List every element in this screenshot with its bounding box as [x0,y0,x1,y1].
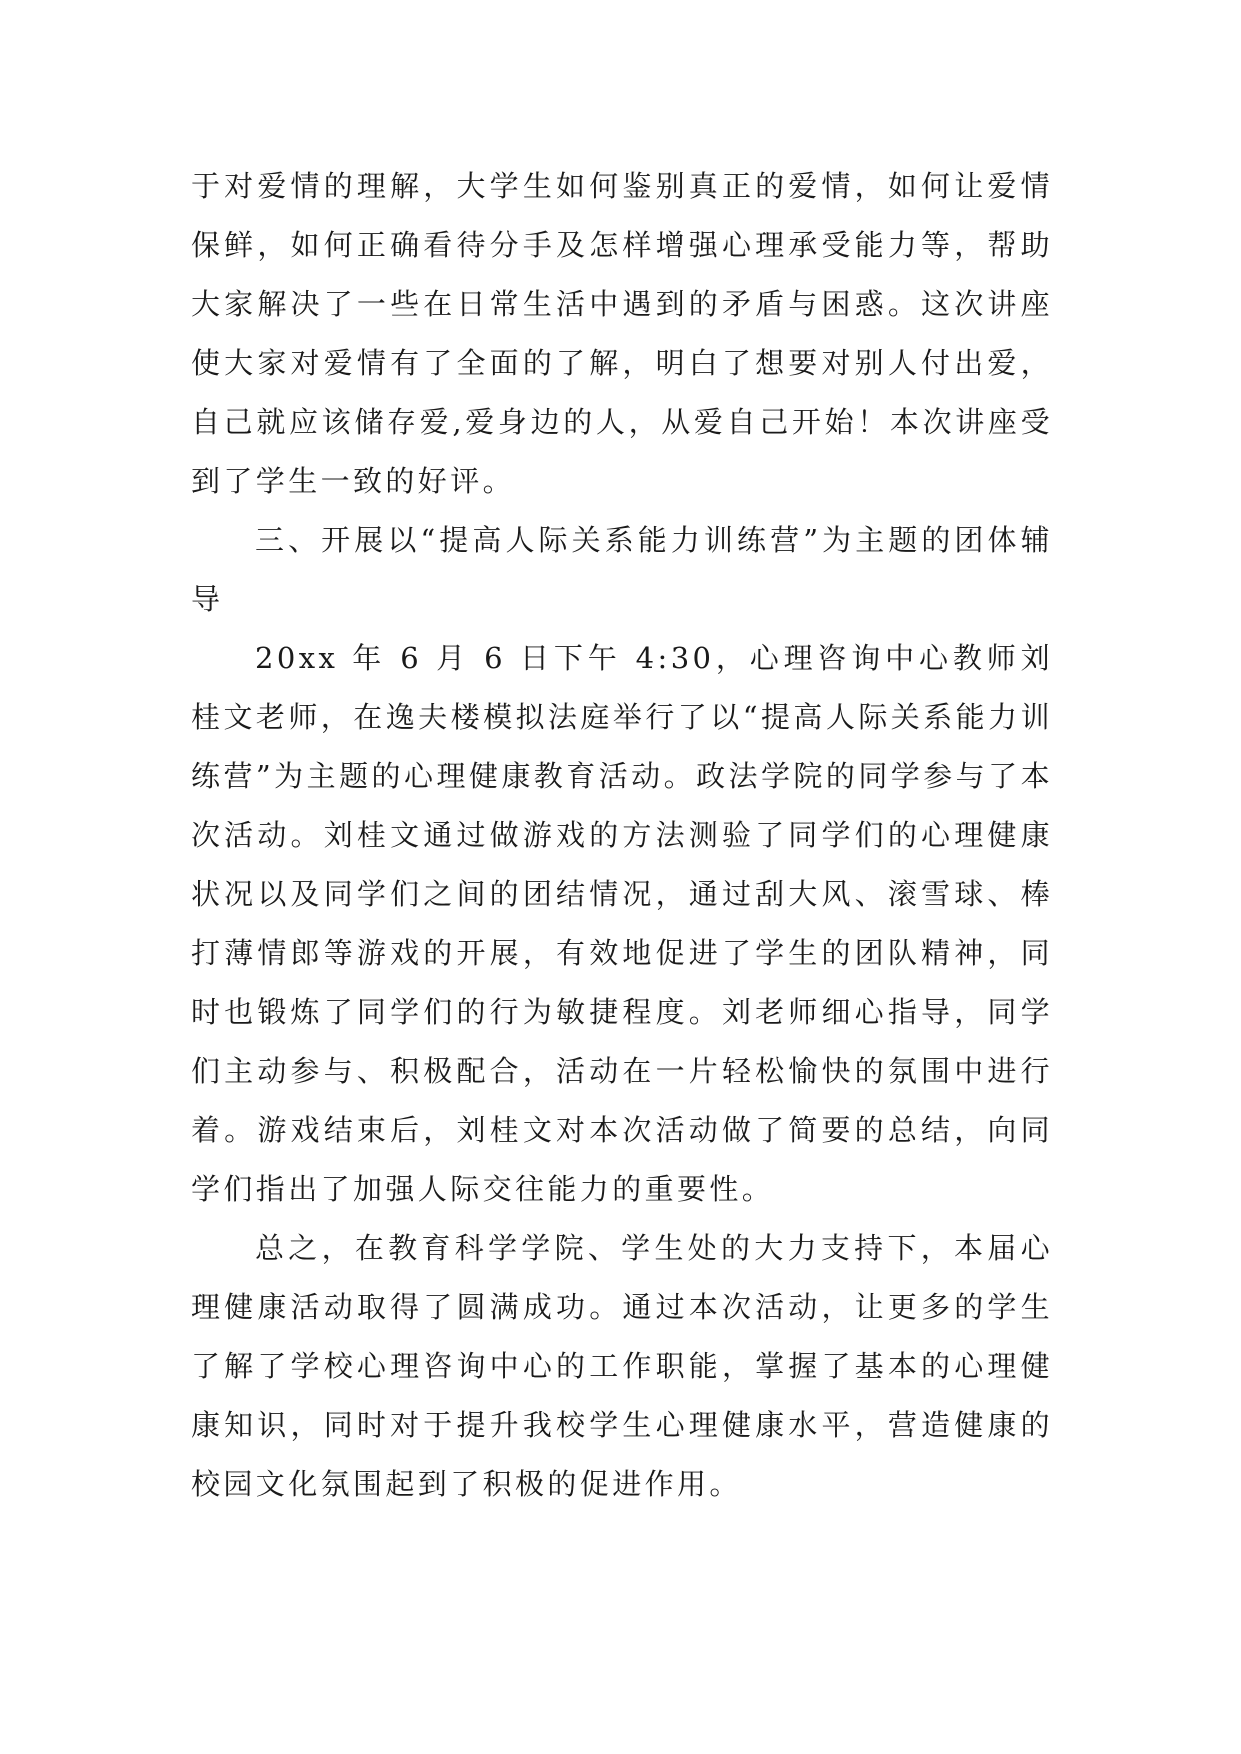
paragraph-conclusion: 总之，在教育科学学院、学生处的大力支持下，本届心理健康活动取得了圆满成功。通过本次活动，让更多的学生了解了学校心理咨询中心的工作职能，掌握了基本的心理健康知识，同时对于提升我校学生心理健康水平，营造健康的校园文化氛围起到了积极的促进作用。 [191,1231,1053,1501]
document-body [191,157,1053,1514]
paragraph-group-counseling-activity: 20xx 年 6 月 6 日下午 4:30，心理咨询中心教师刘桂文老师，在逸夫楼模拟法庭举行了以“提高人际关系能力训练营”为主题的心理健康教育活动。政法学院的同学参与了本次活动。刘桂文通过做游戏的方法测验了同学们的心理健康状况以及同学们之间的团结情况，通过刮大风、滚雪球、棒打薄情郎等游戏的开展，有效地促进了学生的团队精神，同时也锻炼了同学们的行为敏捷程度。刘老师细心指导，同学们主动参与、积极配合，活动在一片轻松愉快的氛围中进行着。游戏结束后，刘桂文对本次活动做了简要的总结，向同学们指出了加强人际交往能力的重要性。 [191,641,1053,1206]
section-heading-group-counseling: 三、开展以“提高人际关系能力训练营”为主题的团体辅导 [191,523,1053,616]
paragraph-love-lecture-continued: 于对爱情的理解，大学生如何鉴别真正的爱情，如何让爱情保鲜，如何正确看待分手及怎样增强心理承受能力等，帮助大家解决了一些在日常生活中遇到的矛盾与困惑。这次讲座使大家对爱情有了全面的了解，明白了想要对别人付出爱，自己就应该储存爱,爱身边的人，从爱自己开始！本次讲座受到了学生一致的好评。 [191,169,1053,498]
